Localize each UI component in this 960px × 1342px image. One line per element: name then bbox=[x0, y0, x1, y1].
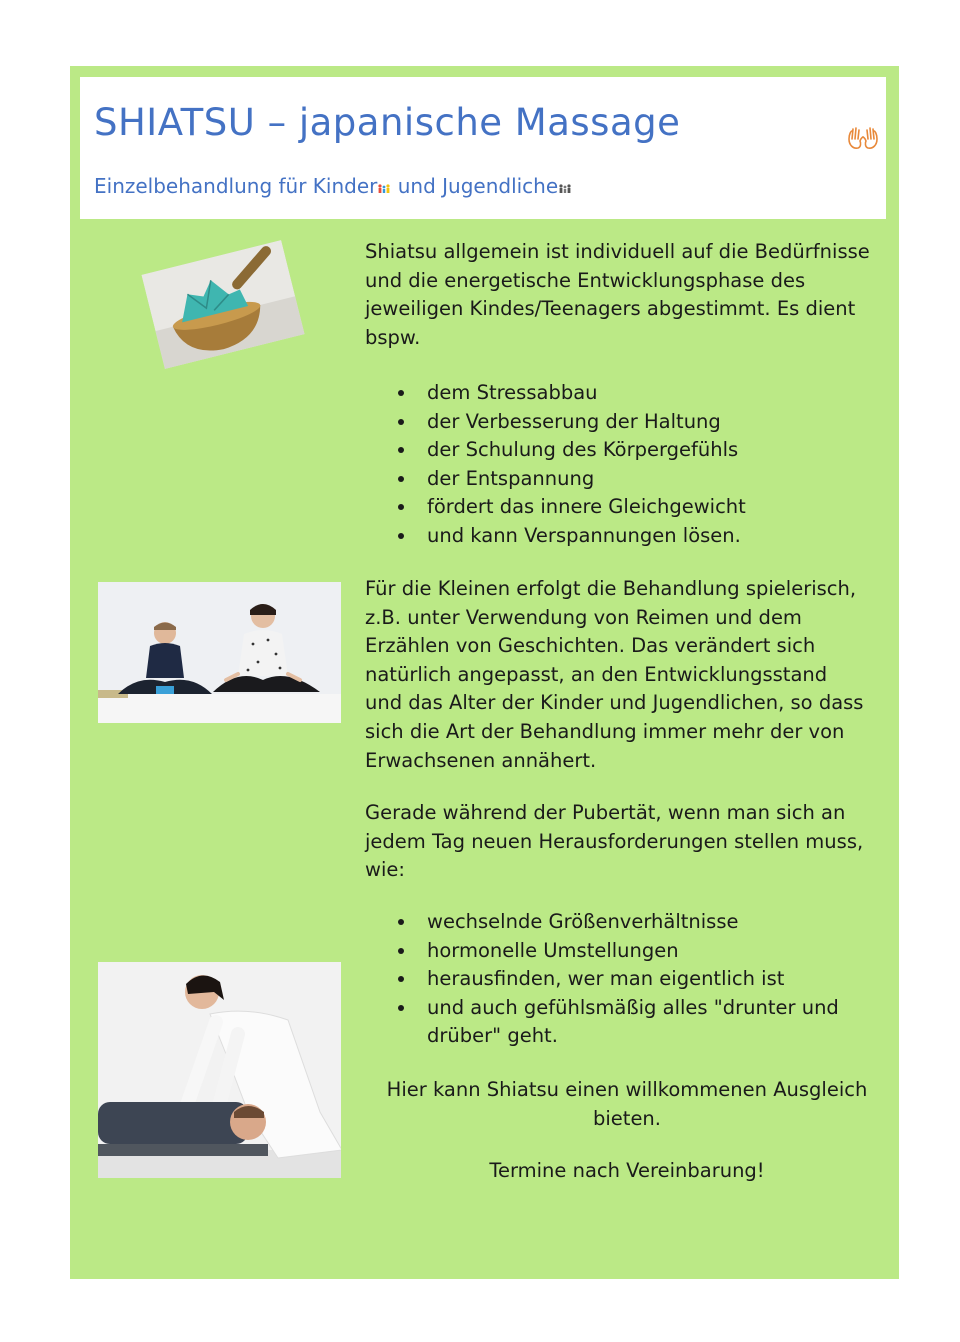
page-subtitle bbox=[94, 174, 572, 198]
list-item: wechselnde Größenverhältnisse bbox=[365, 908, 870, 937]
list-item: der Schulung des Körpergefühls bbox=[365, 436, 870, 465]
family-icon bbox=[377, 184, 391, 193]
list-item: der Entspannung bbox=[365, 465, 870, 494]
back-massage-photo bbox=[98, 962, 341, 1178]
subtitle-part-kinder: Einzelbehandlung für Kinder bbox=[94, 174, 378, 198]
puberty-paragraph: Gerade während der Pubertät, wenn man sich an jedem Tag neuen Herausforderungen stellen muss, wie: bbox=[365, 801, 864, 882]
list-item: und auch gefühlsmäßig alles "drunter und drüber" geht. bbox=[365, 994, 870, 1051]
child-and-therapist-photo bbox=[98, 582, 341, 723]
hands-icon bbox=[846, 125, 880, 151]
benefits-list-block bbox=[365, 379, 870, 551]
list-item: hormonelle Umstellungen bbox=[365, 937, 870, 966]
header-box bbox=[80, 77, 886, 219]
list-item: herausfinden, wer man eigentlich ist bbox=[365, 965, 870, 994]
intro-paragraph: Shiatsu allgemein ist individuell auf die Bedürfnisse und die energetische Entwicklungsphase des jeweiligen Kindes/Teenagers abgestimmt. Es dient bspw. bbox=[365, 240, 870, 349]
benefits-list bbox=[365, 379, 870, 551]
subtitle-part-jugendliche: und Jugendliche bbox=[391, 174, 559, 198]
challenges-list bbox=[365, 908, 870, 1051]
appointment-note: Termine nach Vereinbarung! bbox=[489, 1159, 765, 1182]
list-item: dem Stressabbau bbox=[365, 379, 870, 408]
kids-paragraph: Für die Kleinen erfolgt die Behandlung spielerisch, z.B. unter Verwendung von Reimen und dem Erzählen von Geschichten. Das verändert sich natürlich angepasst, an den Entwicklungsstand und das Alter der Kinder und Jugendlichen, so dass sich die Art der Behandlung immer mehr der von Erwachsenen annähert. bbox=[365, 577, 864, 772]
page-title: SHIATSU – japanische Massage bbox=[94, 101, 681, 144]
list-item: fördert das innere Gleichgewicht bbox=[365, 493, 870, 522]
list-item: und kann Verspannungen lösen. bbox=[365, 522, 870, 551]
family-icon bbox=[558, 184, 572, 193]
challenges-list-block bbox=[365, 908, 870, 1051]
list-item: der Verbesserung der Haltung bbox=[365, 408, 870, 437]
closing-paragraph: Hier kann Shiatsu einen willkommenen Ausgleich bieten. bbox=[386, 1078, 868, 1130]
